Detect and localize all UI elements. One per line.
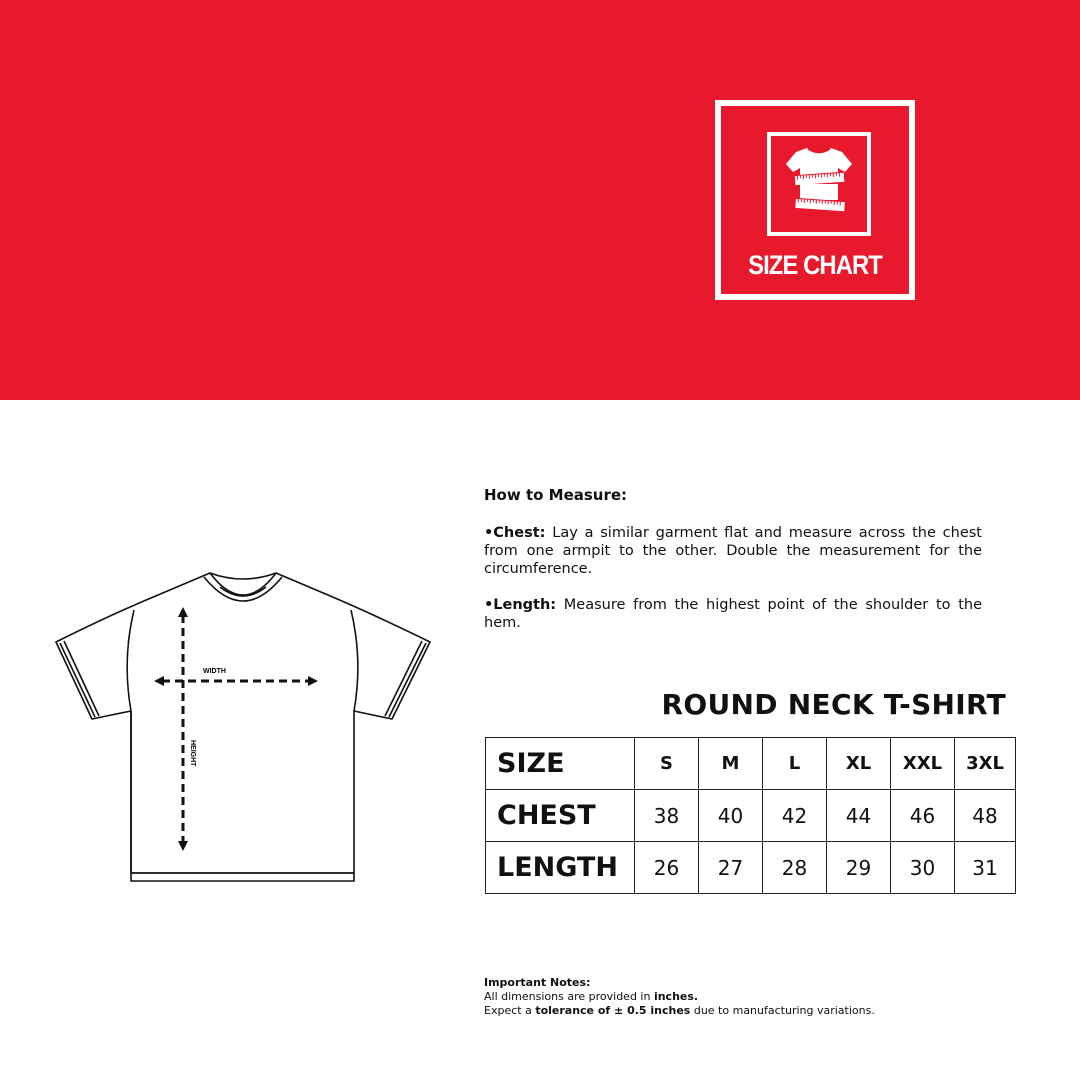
notes-line-1 (484, 990, 875, 1004)
chest-value: 42 (763, 790, 827, 842)
size-xl: XL (827, 738, 891, 790)
chest-value: 38 (635, 790, 699, 842)
height-arrow-down-icon (178, 841, 188, 851)
width-arrow-left-icon (154, 676, 164, 686)
how-to-measure-title: How to Measure: (484, 486, 628, 504)
width-arrow-right-icon (308, 676, 318, 686)
height-arrow-up-icon (178, 607, 188, 617)
length-instruction (484, 596, 982, 632)
how-to-measure-section (484, 486, 982, 650)
length-value: 27 (699, 842, 763, 894)
notes-line-2-suffix: due to manufacturing variations. (690, 1004, 875, 1017)
badge-title: SIZE CHART (748, 250, 882, 280)
length-text: Measure from the highest point of the shoulder to the hem. (484, 597, 982, 631)
chest-text: Lay a similar garment flat and measure across the chest from one armpit to the other. Double the measurement for the circumference. (484, 525, 982, 577)
chest-value: 40 (699, 790, 763, 842)
shirt-outline (56, 573, 430, 873)
height-label: HEIGHT (189, 740, 196, 767)
chest-value: 44 (827, 790, 891, 842)
size-row-label: SIZE (486, 738, 635, 790)
tshirt-diagram (50, 565, 440, 895)
size-3xl: 3XL (955, 738, 1016, 790)
notes-line-1-bold: inches. (653, 990, 699, 1003)
notes-title-text: Important Notes: (484, 976, 591, 989)
chest-value: 46 (891, 790, 955, 842)
notes-line-2-text: Expect a (484, 1004, 536, 1017)
size-row (486, 738, 1016, 790)
length-row-label: LENGTH (486, 842, 635, 894)
chest-label: •Chest: (484, 525, 546, 541)
length-value: 30 (891, 842, 955, 894)
product-title: ROUND NECK T-SHIRT (661, 688, 1006, 721)
size-s: S (635, 738, 699, 790)
length-value: 28 (763, 842, 827, 894)
important-notes (484, 976, 875, 1018)
notes-line-2 (484, 1004, 875, 1018)
size-chart-badge (715, 100, 915, 300)
length-value: 31 (955, 842, 1016, 894)
length-label: •Length: (484, 597, 557, 613)
notes-line-2-bold: tolerance of ± 0.5 inches (535, 1004, 691, 1017)
size-m: M (699, 738, 763, 790)
length-row (486, 842, 1016, 894)
header-banner (0, 0, 1080, 400)
chest-instruction (484, 524, 982, 578)
length-value: 29 (827, 842, 891, 894)
size-l: L (763, 738, 827, 790)
notes-title (484, 976, 875, 990)
shirt-measuring-tape-icon (780, 140, 858, 226)
length-value: 26 (635, 842, 699, 894)
chest-row (486, 790, 1016, 842)
icon-frame (767, 132, 871, 236)
notes-line-1-text: All dimensions are provided in (484, 990, 654, 1003)
size-table (485, 737, 1016, 894)
width-label: WIDTH (203, 668, 226, 675)
size-xxl: XXL (891, 738, 955, 790)
chest-row-label: CHEST (486, 790, 635, 842)
chest-value: 48 (955, 790, 1016, 842)
